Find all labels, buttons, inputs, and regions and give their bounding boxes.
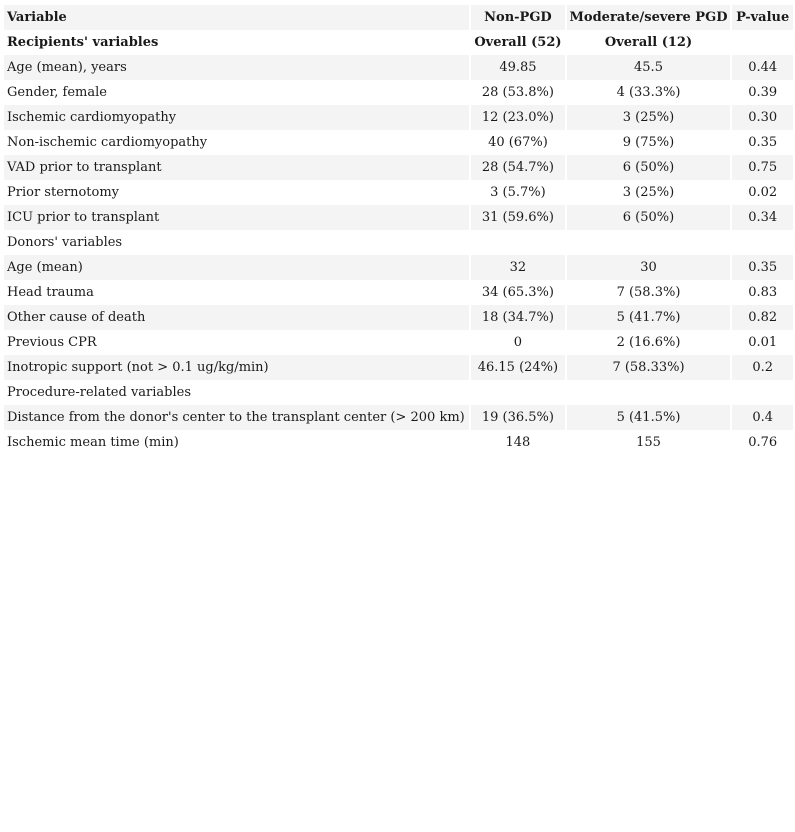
row-non-pgd: 28 (54.7%)	[471, 155, 564, 180]
table-row	[4, 55, 793, 80]
header-p-value: P-value	[732, 5, 793, 30]
row-pgd: 4 (33.3%)	[616, 85, 681, 100]
row-p-value: 0.35	[748, 135, 778, 150]
row-p-value: 0.76	[748, 435, 778, 450]
section-row	[4, 230, 793, 255]
row-label: VAD prior to transplant	[4, 155, 469, 180]
table-row	[4, 430, 793, 455]
header-non-pgd: Non-PGD	[471, 5, 564, 30]
subheader-non-pgd: Overall (52)	[474, 35, 562, 50]
row-non-pgd	[471, 380, 564, 405]
row-non-pgd: 49.85	[471, 55, 564, 80]
row-label: Head trauma	[7, 285, 94, 300]
section-row	[4, 380, 793, 405]
section-label: Donors' variables	[7, 235, 123, 250]
row-pgd: 3 (25%)	[567, 105, 731, 130]
row-pgd: 5 (41.5%)	[567, 405, 731, 430]
table-row	[4, 280, 793, 305]
header-variable: Variable	[4, 5, 469, 30]
row-non-pgd: 3 (5.7%)	[490, 185, 546, 200]
row-p-value: 0.30	[732, 105, 793, 130]
row-non-pgd: 148	[505, 435, 531, 450]
row-pgd: 7 (58.33%)	[567, 355, 731, 380]
row-label: Previous CPR	[7, 335, 97, 350]
row-pgd: 9 (75%)	[622, 135, 675, 150]
row-p-value: 0.82	[732, 305, 793, 330]
table-row	[4, 155, 793, 180]
row-p-value: 0.75	[732, 155, 793, 180]
header-row	[4, 5, 793, 30]
row-p-value: 0.83	[748, 285, 778, 300]
table-row	[4, 305, 793, 330]
subheader-row	[4, 30, 793, 55]
data-table	[2, 5, 795, 455]
row-p-value: 0.34	[732, 205, 793, 230]
row-p-value: 0.39	[748, 85, 778, 100]
row-non-pgd: 12 (23.0%)	[471, 105, 564, 130]
header-pgd: Moderate/severe PGD	[567, 5, 731, 30]
section-label: Procedure-related variables	[7, 385, 192, 400]
row-label: Age (mean), years	[4, 55, 469, 80]
row-p-value: 0.4	[732, 405, 793, 430]
table-row	[4, 405, 793, 430]
row-p-value: 0.01	[748, 335, 778, 350]
row-p-value: 0.44	[732, 55, 793, 80]
row-p-value: 0.02	[748, 185, 778, 200]
row-non-pgd: 32	[471, 255, 564, 280]
row-pgd	[567, 230, 731, 255]
row-p-value: 0.35	[732, 255, 793, 280]
row-non-pgd: 18 (34.7%)	[471, 305, 564, 330]
table-row	[4, 355, 793, 380]
row-label: Non-ischemic cardiomyopathy	[7, 135, 208, 150]
row-pgd: 45.5	[567, 55, 731, 80]
row-non-pgd: 0	[513, 335, 523, 350]
row-pgd: 30	[567, 255, 731, 280]
row-pgd: 2 (16.6%)	[616, 335, 681, 350]
row-pgd: 3 (25%)	[622, 185, 675, 200]
row-pgd: 6 (50%)	[567, 155, 731, 180]
row-p-value	[732, 380, 793, 405]
row-pgd: 5 (41.7%)	[567, 305, 731, 330]
row-label: Inotropic support (not > 0.1 ug/kg/min)	[4, 355, 469, 380]
row-pgd: 6 (50%)	[567, 205, 731, 230]
row-non-pgd: 19 (36.5%)	[471, 405, 564, 430]
row-label: Ischemic cardiomyopathy	[4, 105, 469, 130]
row-label: Ischemic mean time (min)	[7, 435, 179, 450]
row-label: Age (mean)	[4, 255, 469, 280]
table-row	[4, 330, 793, 355]
table-row	[4, 105, 793, 130]
subheader-pgd: Overall (12)	[604, 35, 693, 50]
row-label: Prior sternotomy	[7, 185, 120, 200]
row-label: Gender, female	[7, 85, 107, 100]
row-non-pgd: 40 (67%)	[488, 135, 548, 150]
table-row	[4, 205, 793, 230]
row-label: ICU prior to transplant	[4, 205, 469, 230]
table-row	[4, 80, 793, 105]
row-non-pgd: 31 (59.6%)	[471, 205, 564, 230]
subheader-label: Recipients' variables	[7, 35, 159, 50]
row-pgd	[567, 380, 731, 405]
table-row	[4, 130, 793, 155]
row-p-value	[732, 230, 793, 255]
row-non-pgd: 46.15 (24%)	[471, 355, 564, 380]
subheader-p-value	[732, 30, 793, 55]
row-non-pgd: 34 (65.3%)	[481, 285, 554, 300]
row-label: Other cause of death	[4, 305, 469, 330]
row-pgd: 7 (58.3%)	[616, 285, 681, 300]
table-row	[4, 255, 793, 280]
row-pgd: 155	[636, 435, 661, 450]
row-label: Distance from the donor's center to the transplant center (> 200 km)	[4, 405, 469, 430]
row-non-pgd	[471, 230, 564, 255]
row-p-value: 0.2	[732, 355, 793, 380]
table-row	[4, 180, 793, 205]
row-non-pgd: 28 (53.8%)	[481, 85, 554, 100]
